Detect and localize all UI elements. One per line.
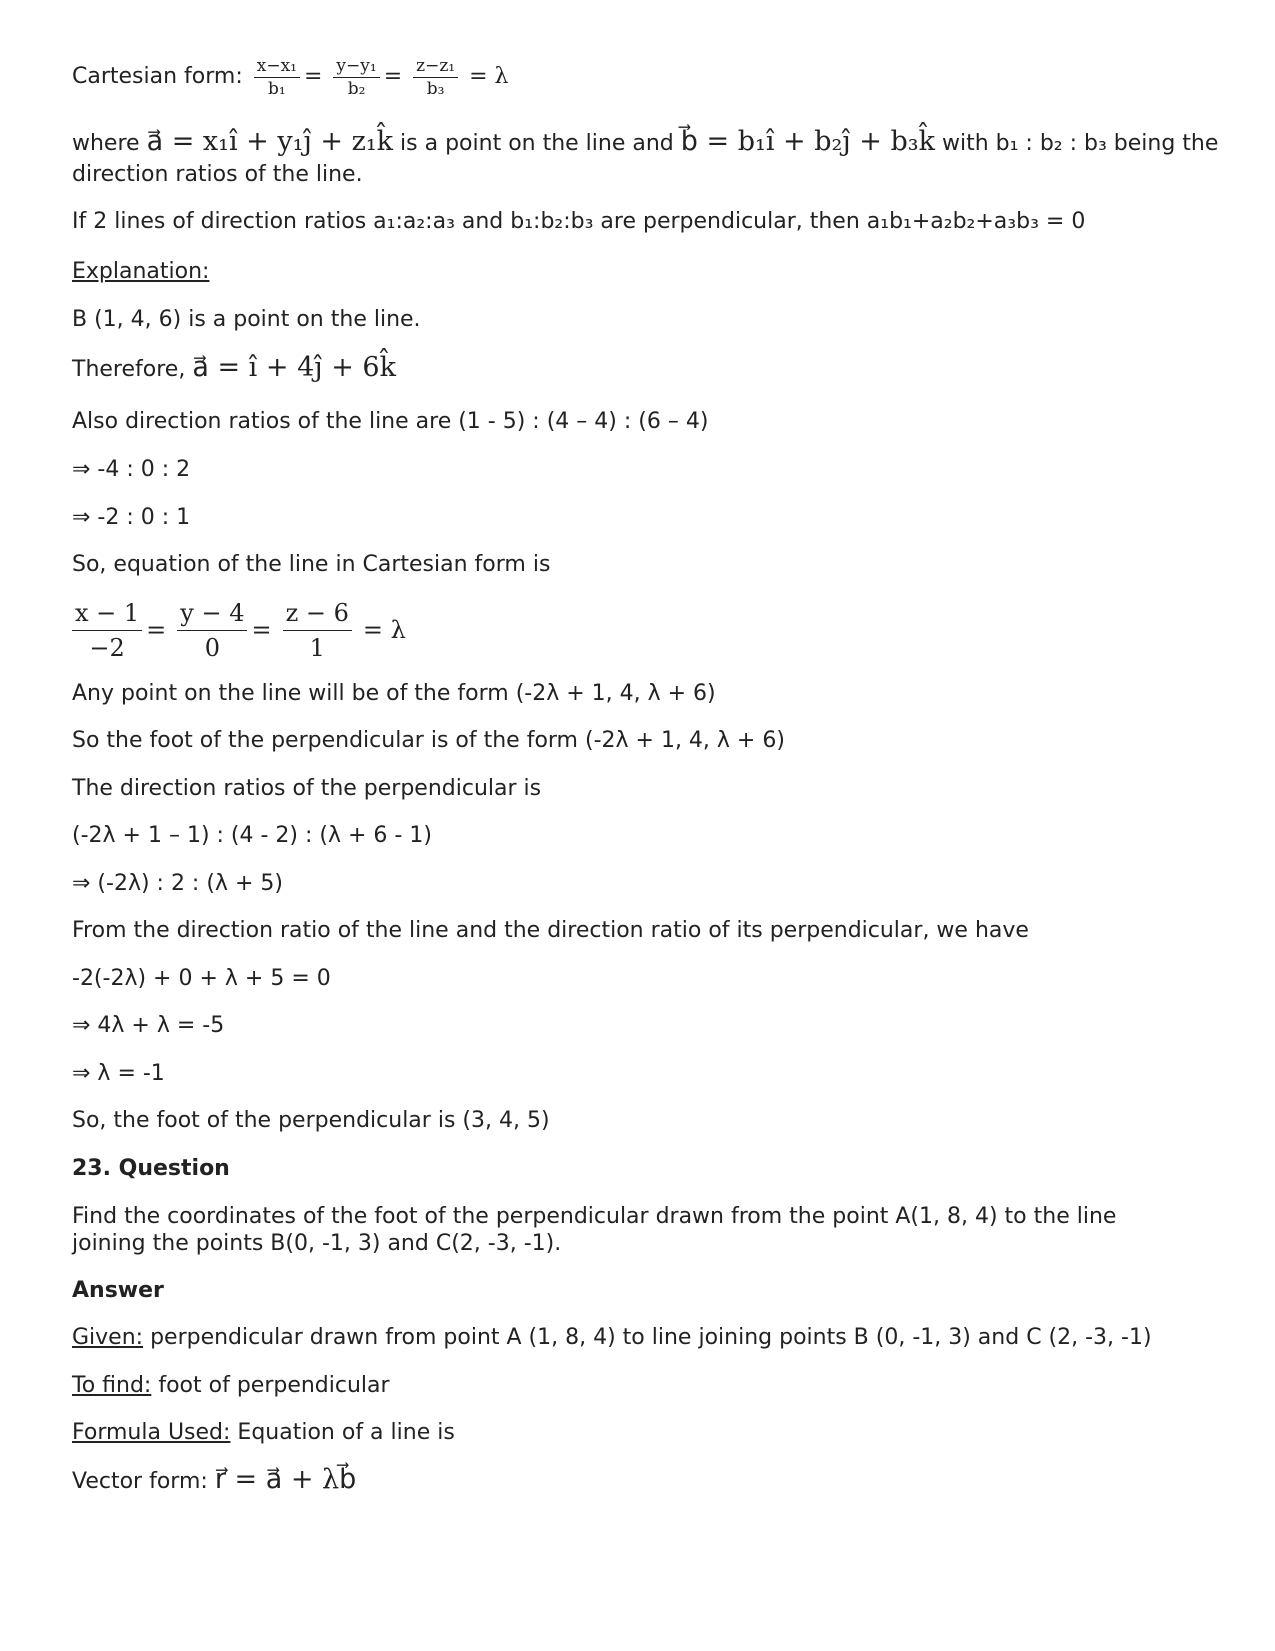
explanation-line-5: ⇒ -2 : 0 : 1	[72, 505, 191, 530]
cartesian-formula-line: Cartesian form: $\frac{\text{x−x₁}}{\text{b₁}}$ = $\frac{\text{y−y₁}}{\text{b₂}}$ = $\frac{\text{z−z₁}}{\text{b₃}}$ = λ	[72, 52, 509, 102]
explanation-heading: Explanation:	[72, 259, 210, 284]
explanation-line-6: So, equation of the line in Cartesian form is	[72, 552, 551, 577]
equals-sign: =	[146, 616, 167, 644]
cartesian-equation	[72, 594, 406, 666]
fraction-z-denominator: b₃	[426, 78, 445, 99]
fraction-y-denominator: b₂	[347, 78, 366, 99]
fraction-y-numerator: y−y₁	[333, 55, 379, 78]
vector-form-label: Vector form:	[72, 1469, 208, 1494]
explanation-line-13: -2(-2λ) + 0 + λ + 5 = 0	[72, 966, 331, 991]
fraction-z-numerator: z−z₁	[413, 55, 458, 78]
where-text-3: with b₁ : b₂ : b₃ being the	[941, 131, 1219, 156]
equation-fraction-z-denominator: 1	[309, 633, 325, 662]
explanation-line-2	[72, 354, 396, 384]
fraction-x-numerator: x−x₁	[254, 55, 300, 78]
fraction-x	[254, 55, 300, 100]
vector-form-expression: r⃗ = a⃗ + λb⃗	[214, 1464, 357, 1495]
fraction-z	[413, 55, 458, 100]
given-text: perpendicular drawn from point A (1, 8, 4) to line joining points B (0, -1, 3) and C (2, -3, -1)	[143, 1325, 1152, 1350]
formula-used-text: Equation of a line is	[230, 1420, 455, 1445]
given-label: Given:	[72, 1325, 144, 1350]
equation-fraction-z-numerator: z − 6	[283, 596, 352, 631]
equation-fraction-x-denominator: −2	[89, 633, 125, 662]
fraction-x-denominator: b₁	[268, 78, 286, 99]
therefore-label: Therefore,	[72, 357, 186, 382]
explanation-line-14: ⇒ 4λ + λ = -5	[72, 1013, 225, 1038]
given-line	[72, 1324, 1152, 1352]
where-text-2: is a point on the line and	[400, 131, 674, 156]
explanation-line-11: ⇒ (-2λ) : 2 : (λ + 5)	[72, 871, 283, 896]
explanation-line-4: ⇒ -4 : 0 : 2	[72, 457, 191, 482]
cartesian-label: Cartesian form:	[72, 64, 243, 89]
formula-used-line	[72, 1419, 455, 1447]
equation-fraction-y-denominator: 0	[204, 633, 221, 662]
explanation-line-12: From the direction ratio of the line and the direction ratio of its perpendicular, we have	[72, 918, 1029, 943]
where-line	[72, 128, 1218, 158]
explanation-line-1: B (1, 4, 6) is a point on the line.	[72, 307, 421, 332]
to-find-label: To find:	[72, 1373, 152, 1398]
explanation-line-10: (-2λ + 1 – 1) : (4 - 2) : (λ + 6 - 1)	[72, 823, 432, 848]
equation-fraction-y	[177, 596, 247, 665]
where-text-1: where	[72, 131, 140, 156]
vector-a-value: a⃗ = î + 4ĵ + 6k̂	[192, 352, 396, 383]
equation-equals-lambda: = λ	[362, 616, 406, 644]
equation-fraction-x	[72, 596, 142, 665]
formula-used-label: Formula Used:	[72, 1420, 231, 1445]
explanation-line-7: Any point on the line will be of the form (-2λ + 1, 4, λ + 6)	[72, 681, 716, 706]
explanation-line-9: The direction ratios of the perpendicular is	[72, 776, 542, 801]
equation-fraction-z	[283, 596, 352, 665]
to-find-line	[72, 1372, 390, 1400]
explanation-line-16: So, the foot of the perpendicular is (3, 4, 5)	[72, 1108, 550, 1133]
explanation-line-8: So the foot of the perpendicular is of the form (-2λ + 1, 4, λ + 6)	[72, 728, 785, 753]
equals-lambda: = λ	[469, 64, 509, 89]
equation-fraction-x-numerator: x − 1	[72, 596, 142, 631]
question-text-1: Find the coordinates of the foot of the perpendicular drawn from the point A(1, 8, 4) to the line	[72, 1204, 1117, 1229]
explanation-line-3: Also direction ratios of the line are (1 - 5) : (4 – 4) : (6 – 4)	[72, 409, 709, 434]
perpendicular-rule: If 2 lines of direction ratios a₁:a₂:a₃ and b₁:b₂:b₃ are perpendicular, then a₁b₁+a₂b₂+a₃b₃ = 0	[72, 209, 1086, 234]
vector-a-expression: a⃗ = x₁î + y₁ĵ + z₁k̂	[146, 126, 394, 157]
question-text-2: joining the points B(0, -1, 3) and C(2, -3, -1).	[72, 1231, 562, 1256]
fraction-y	[333, 55, 379, 100]
vector-form-line	[72, 1466, 356, 1496]
answer-heading: Answer	[72, 1278, 164, 1303]
where-line-2: direction ratios of the line.	[72, 162, 363, 187]
vector-b-expression: b⃗ = b₁î + b₂ĵ + b₃k̂	[680, 126, 935, 157]
equals-sign: =	[251, 616, 272, 644]
equation-fraction-y-numerator: y − 4	[177, 596, 247, 631]
question-heading: 23. Question	[72, 1156, 230, 1181]
explanation-line-15: ⇒ λ = -1	[72, 1061, 165, 1086]
to-find-text: foot of perpendicular	[151, 1373, 390, 1398]
